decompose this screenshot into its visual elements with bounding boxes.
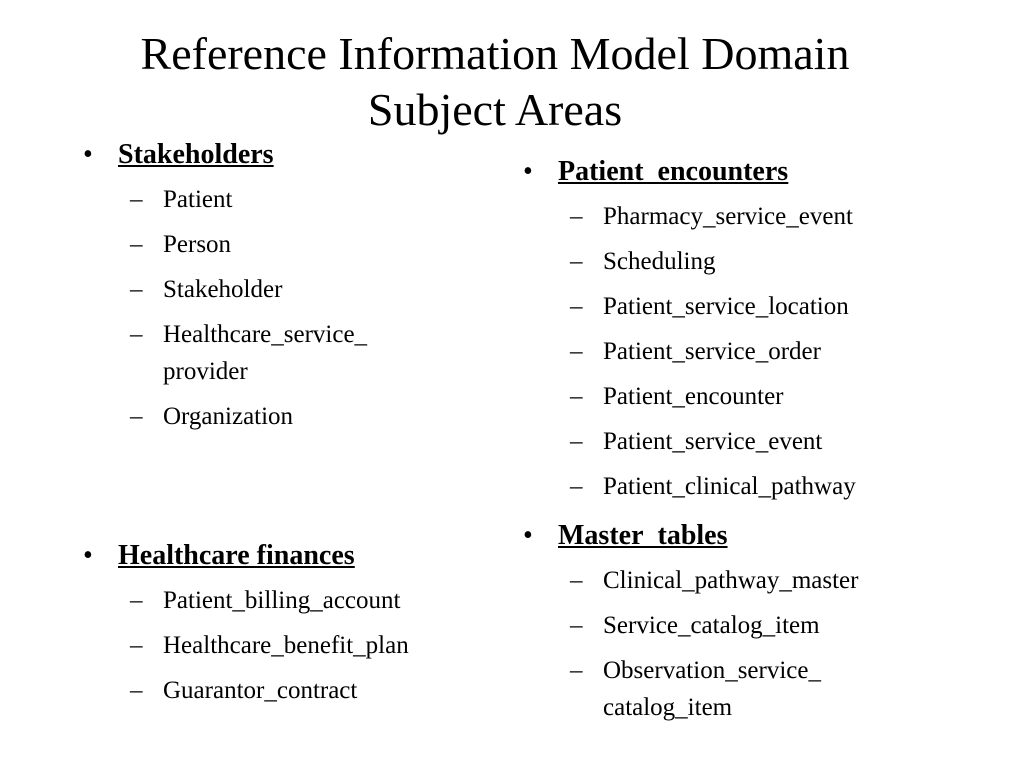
list-item [520,423,856,460]
dash-icon: – [570,203,583,230]
finances-list [80,582,409,709]
dash-icon: – [130,587,143,614]
slide-title-line-1: Reference Information Model Domain [140,28,850,79]
list-item-label: Person [163,231,232,258]
list-item-label: Patient [163,186,233,213]
list-item-label: Scheduling [603,248,716,275]
finances-section [80,538,409,709]
dash-icon: – [570,657,583,684]
list-item-label-line-1: Observation_service_ [603,657,821,684]
list-item [80,226,367,263]
list-item-label: Guarantor_contract [163,677,358,704]
bullet-icon: • [523,520,533,551]
finances-heading [80,538,409,574]
dash-icon: – [570,473,583,500]
list-item-label: Healthcare_benefit_plan [163,632,409,659]
encounters-list [520,198,856,505]
bullet-icon: • [523,156,533,187]
list-item-label: Stakeholder [163,276,283,303]
list-item [520,562,858,599]
list-item-label: Organization [163,403,294,430]
list-item-label: Patient_service_order [603,338,821,365]
dash-icon: – [570,383,583,410]
dash-icon: – [570,293,583,320]
dash-icon: – [570,338,583,365]
list-item-label-line-1: Healthcare_service_ [163,321,368,348]
list-item [80,181,367,218]
list-item [520,468,856,505]
list-item [520,607,858,644]
master-heading [520,518,858,554]
slide-title [0,26,990,138]
finances-heading-label: Healthcare finances [118,540,355,571]
list-item-label-line-2: catalog_item [603,694,733,721]
dash-icon: – [130,632,143,659]
bullet-icon: • [83,540,93,571]
dash-icon: – [130,321,143,348]
stakeholders-heading-label: Stakeholders [118,139,274,170]
encounters-heading [520,154,856,190]
list-item [520,652,858,726]
encounters-heading-label: Patient_encounters [558,156,789,187]
list-item-label: Clinical_pathway_master [603,567,859,594]
dash-icon: – [570,248,583,275]
list-item-label: Pharmacy_service_event [603,203,853,230]
list-item [80,271,367,308]
list-item [80,672,409,709]
dash-icon: – [130,186,143,213]
master-list [520,562,858,726]
list-item-label: Patient_billing_account [163,587,401,614]
list-item [520,288,856,325]
list-item [80,627,409,664]
master-heading-label: Master_tables [558,520,728,551]
list-item [80,316,367,390]
dash-icon: – [130,403,143,430]
list-item-label-line-2: provider [163,358,248,385]
list-item [520,378,856,415]
list-item [520,198,856,235]
stakeholders-heading [80,137,367,173]
dash-icon: – [570,428,583,455]
list-item-label: Patient_service_event [603,428,823,455]
list-item [520,243,856,280]
dash-icon: – [130,276,143,303]
list-item [80,398,367,435]
list-item [80,582,409,619]
slide-title-line-2: Subject Areas [367,84,623,135]
stakeholders-list [80,181,367,435]
encounters-section [520,154,856,505]
list-item-label: Patient_clinical_pathway [603,473,856,500]
dash-icon: – [570,612,583,639]
dash-icon: – [570,567,583,594]
stakeholders-section [80,137,367,435]
master-section [520,518,858,726]
dash-icon: – [130,231,143,258]
list-item-label: Patient_encounter [603,383,784,410]
bullet-icon: • [83,139,93,170]
list-item-label: Service_catalog_item [603,612,820,639]
list-item-label: Patient_service_location [603,293,849,320]
list-item [520,333,856,370]
dash-icon: – [130,677,143,704]
